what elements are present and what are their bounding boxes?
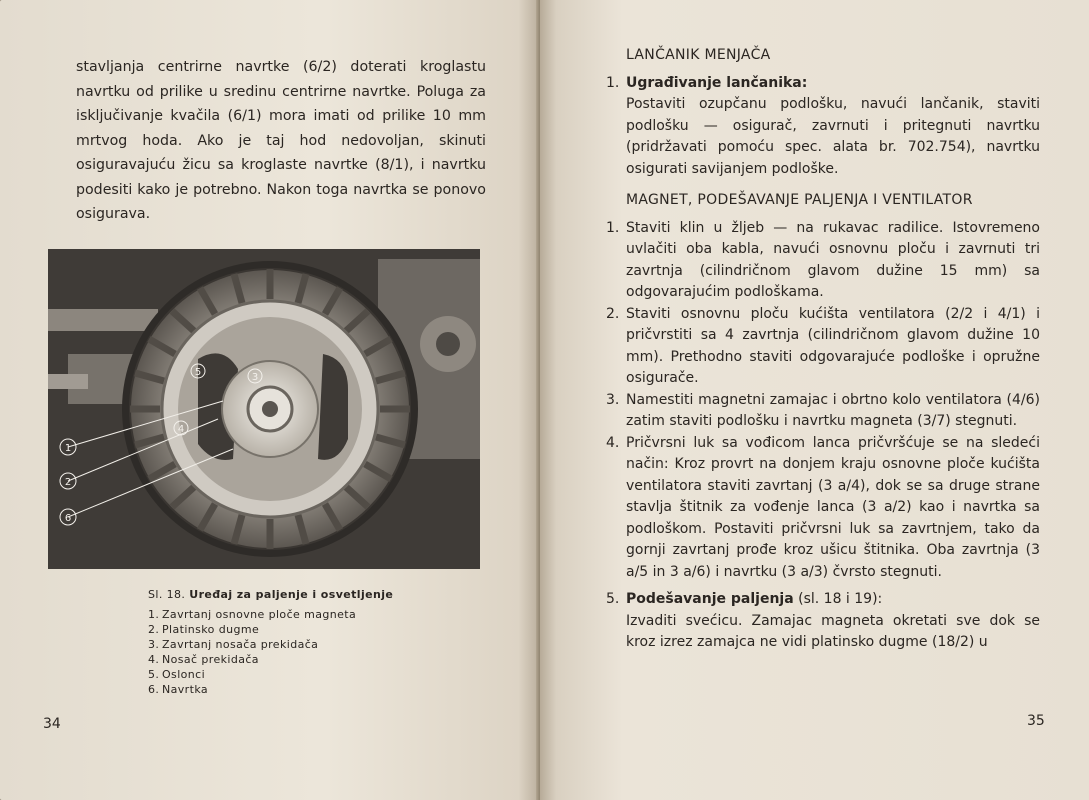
list-item: 2. Staviti osnovnu ploču kućišta ventilatora (2/2 i 4/1) i pričvrstiti sa 4 zavrtnja (cilindričnom glavom dužine 10 mm). Prethodno staviti odgovarajuće podloške i opružne osigurače. [606,305,1040,386]
list-item: 5. Podešavanje paljenja (sl. 18 i 19): Izvaditi svećicu. Zamajac magneta okretati sve dok se kroz izrez zamajca ne vidi platinsko dugme (18/2) u [606,591,1040,650]
caption-title-line [148,587,393,602]
callout-6: 6 [64,513,72,524]
legend-item: 6. Navrtka [148,683,209,696]
list-item: 1. Ugrađivanje lančanika: Postaviti ozupčanu podlošku, navući lančanik, staviti podlošku — osigurač, zavrnuti i pritegnuti navrtku (pridržavati pomoću spec. alata br. 702.754), navrtku osigurati savijanjem podloške. [606,74,1040,177]
page-number-left: 34 [43,716,61,732]
legend-item: 3. Zavrtanj nosača prekidača [148,638,319,651]
caption-prefix: Sl. 18. [148,588,186,601]
page-number-right: 35 [1027,713,1045,729]
legend-item: 1. Zavrtanj osnovne ploče magneta [148,608,357,621]
callout-2: 2 [64,477,72,488]
section-heading-magnet: MAGNET, PODEŠAVANJE PALJENJA I VENTILATOR [626,192,973,208]
legend-item: 2. Platinsko dugme [148,623,260,636]
left-paragraph: stavljanja centrirne navrtke (6/2) doterati kroglastu navrtku od prilike u sredinu centrirne navrtke. Poluga za isključivanje kvačila (6/1) mora imati od prilike 10 mm mrtvog hoda. Ako je taj hod nedovoljan, skinuti osiguravajuću žicu sa kroglaste navrtke (8/1), i navrtku podesiti kako je potrebno. Nakon toga navrtka se ponovo osigurava. [76,59,486,222]
legend-item: 4. Nosač prekidača [148,653,259,666]
caption-legend [148,607,393,697]
list-item: 4. Pričvrsni luk sa vođicom lanca pričvršćuje se na sledeći način: Kroz provrt na donjem kraju osnovne ploče kućišta ventilatora staviti zavrtanj (3 a/4), dok se sa druge strane stavlja štitnik za vođenje lanca (3 a/2) kao i navrtka sa podloškom. Postaviti pričvrsni luk sa zavrtnjem, tako da gornji zavrtanj prođe kroz ušicu štitnika. Oba zavrtnja (3 a/5 in 3 a/6) i navrtku (3 a/3) čvrsto stegnuti. [606,434,1040,580]
flywheel-illustration [48,249,480,569]
callout-5: 5 [194,367,202,378]
legend-item: 5. Oslonci [148,668,206,681]
callout-1: 1 [64,443,72,454]
figure-caption [148,587,393,697]
section-heading-lancanik: LANČANIK MENJAČA [626,47,771,63]
right-content [606,45,1040,654]
item-subheading: Podešavanje paljenja [626,591,794,607]
list-item: 3. Namestiti magnetni zamajac i obrtno kolo ventilatora (4/6) zatim staviti podlošku i navrtku magneta (3/7) stegnuti. [606,391,1040,429]
ignition-figure-photo [48,249,480,569]
callout-3: 3 [251,372,259,383]
left-page [0,0,540,800]
caption-title: Uređaj za paljenje i osvetljenje [189,588,394,601]
callout-4: 4 [177,424,185,435]
item-subheading: Ugrađivanje lančanika: [626,74,808,91]
right-page [540,0,1089,800]
list-item: 1. Staviti klin u žljeb — na rukavac radilice. Istovremeno uvlačiti oba kabla, navući osnovnu ploču i zavrnuti tri zavrtnja (cilindričnom glavom dužine 15 mm) sa odgovarajućim podloškama. [606,219,1040,300]
